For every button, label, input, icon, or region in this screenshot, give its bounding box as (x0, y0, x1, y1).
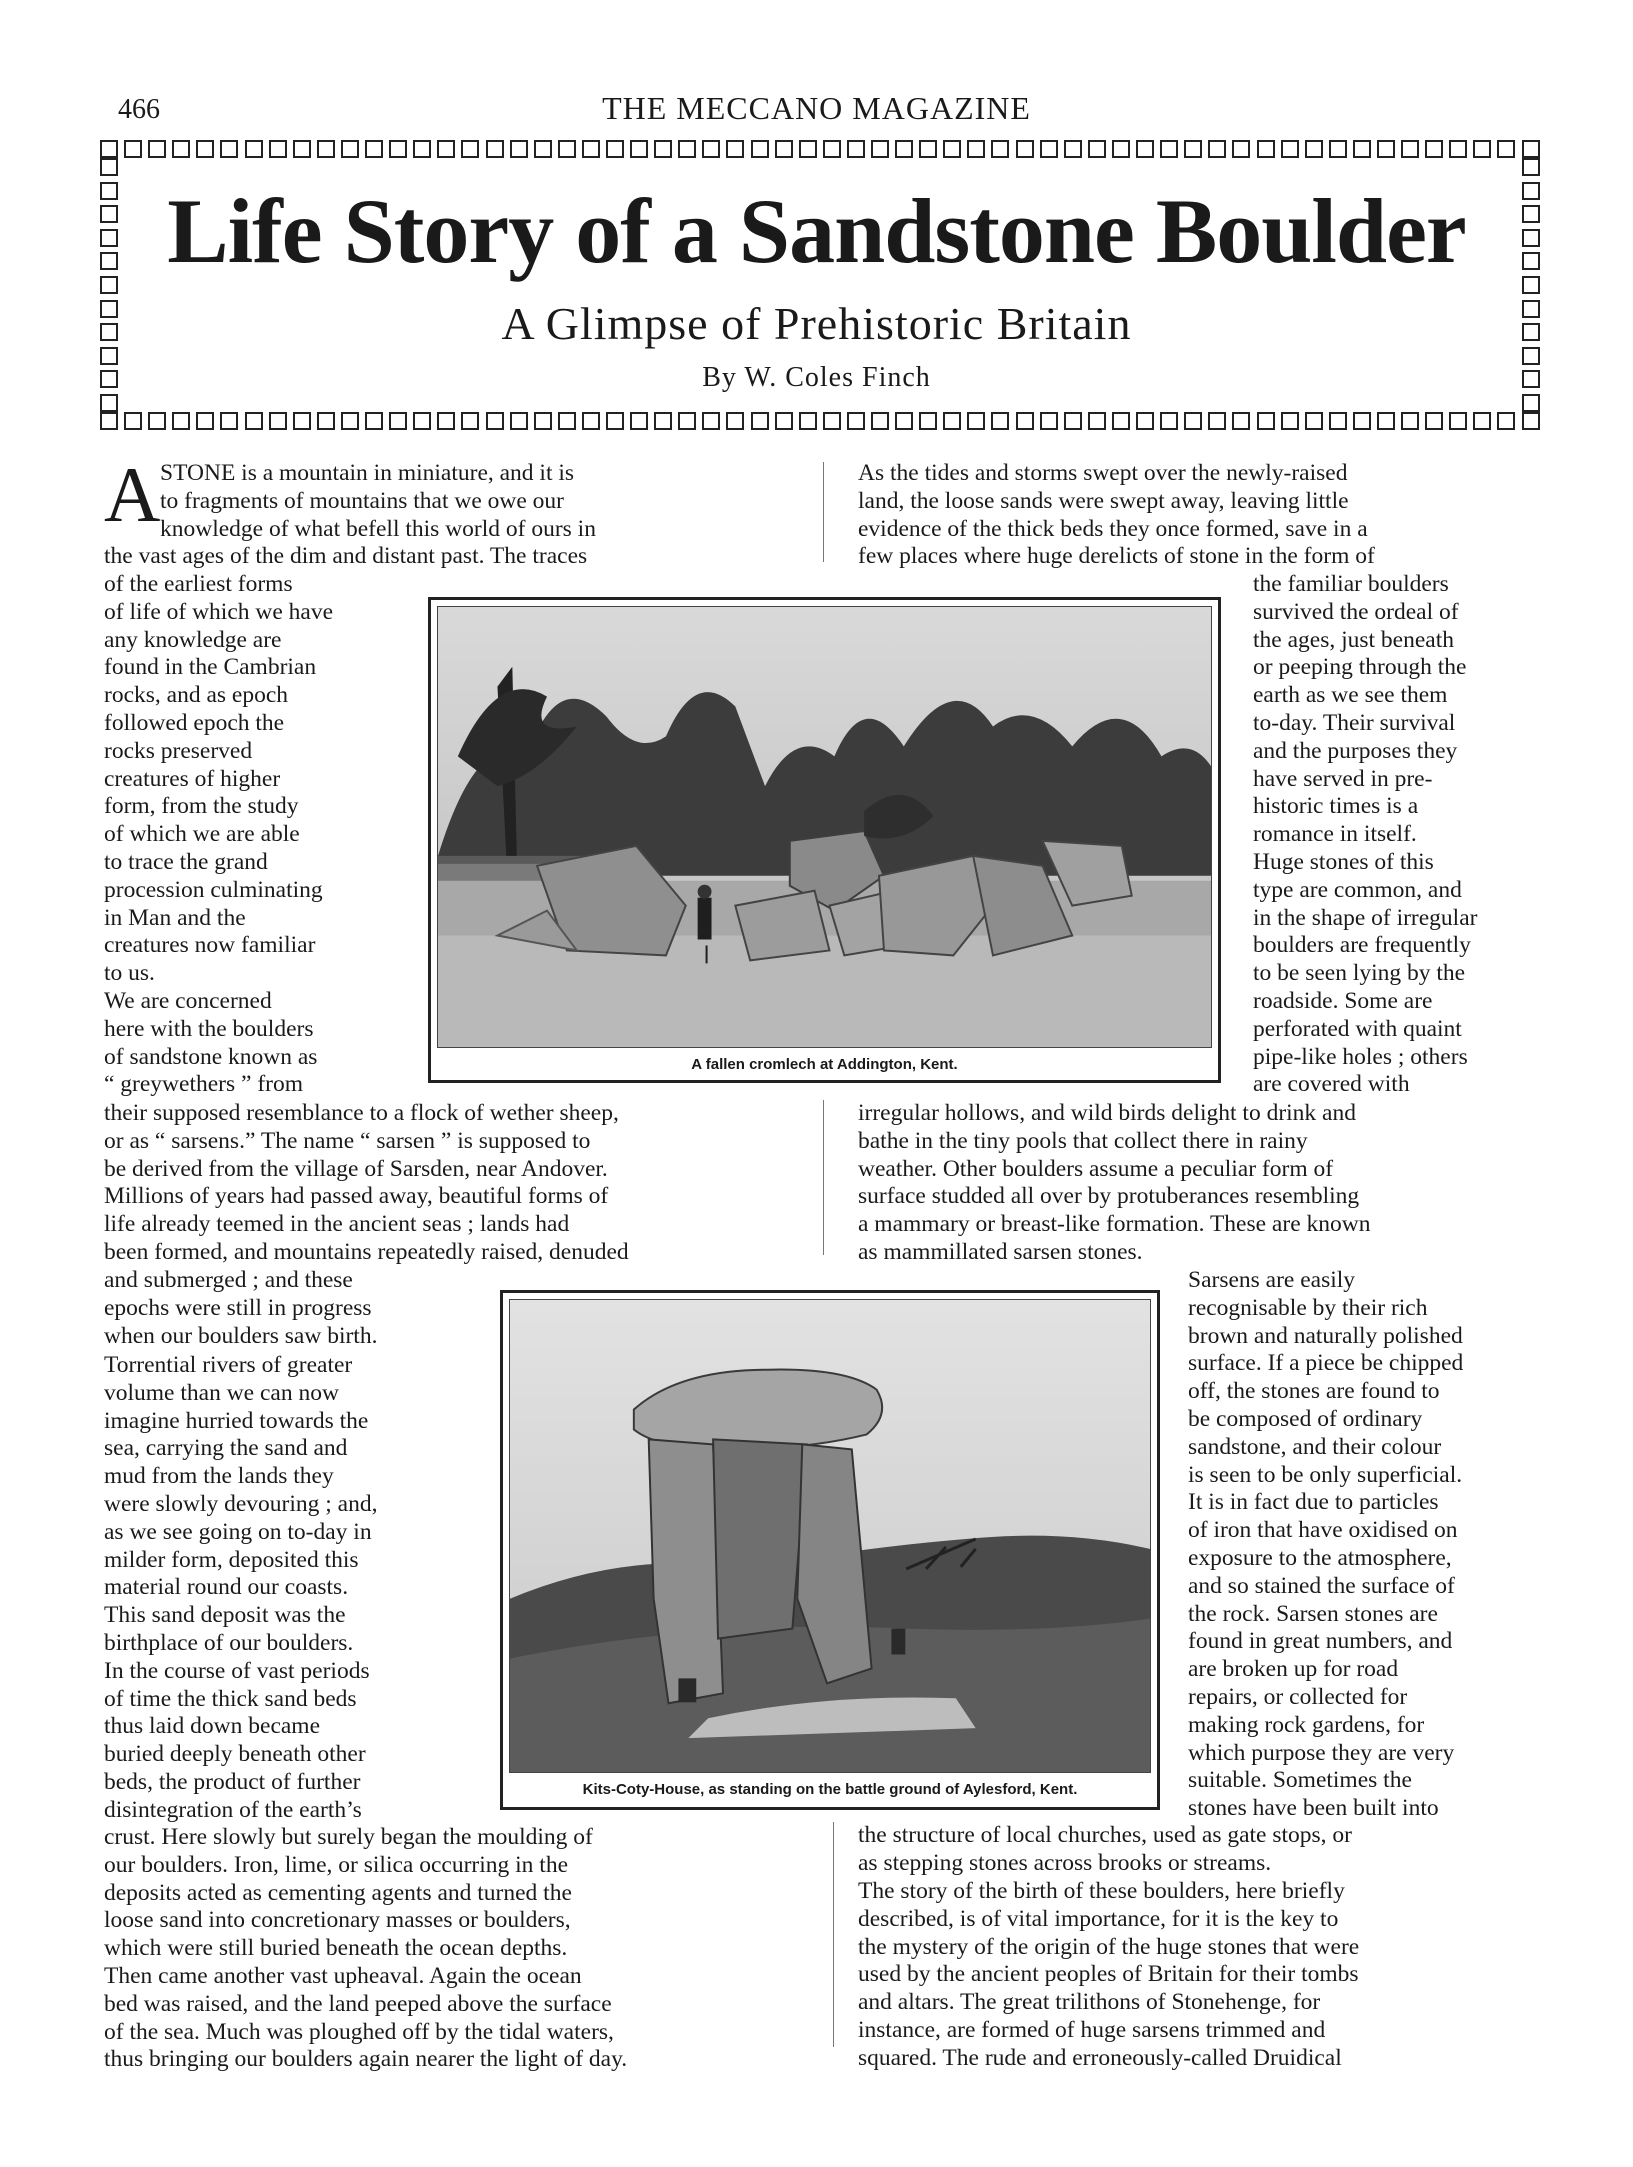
text-line: romance in itself. (1253, 821, 1417, 848)
frame-square (1088, 140, 1106, 158)
text-line: the rock. Sarsen stones are (1188, 1600, 1438, 1627)
frame-square (269, 140, 287, 158)
frame-square (1257, 140, 1275, 158)
frame-square (1401, 412, 1419, 430)
text-line: are broken up for road (1188, 1656, 1399, 1683)
frame-square (919, 412, 937, 430)
text-line: the structure of local churches, used as gate stops, or (858, 1822, 1352, 1848)
frame-square (775, 412, 793, 430)
frame-square (317, 412, 335, 430)
text-line: As the tides and storms swept over the newly-raised (858, 460, 1348, 486)
text-line: epochs were still in progress (104, 1294, 372, 1321)
text-line: or peeping through the (1253, 654, 1467, 681)
text-line: beds, the product of further (104, 1768, 361, 1795)
frame-square (847, 412, 865, 430)
right-paragraph-1-narrow (1253, 571, 1543, 849)
text-line: of which we are able (104, 821, 300, 848)
frame-square (582, 140, 600, 158)
frame-border-bottom (100, 412, 1540, 430)
frame-square (1136, 140, 1154, 158)
frame-square (1497, 140, 1515, 158)
frame-square (461, 412, 479, 430)
figure-kits-coty-house (500, 1290, 1160, 1810)
text-line: and altars. The great trilithons of Stonehenge, for (858, 1989, 1321, 2016)
figure-caption: A fallen cromlech at Addington, Kent. (691, 1056, 958, 1073)
frame-square (871, 412, 889, 430)
text-line: Sarsens are easily (1188, 1267, 1356, 1293)
text-line: few places where huge derelicts of stone in the form of (858, 543, 1375, 570)
text-line: exposure to the atmosphere, (1188, 1544, 1452, 1571)
frame-square (220, 140, 238, 158)
frame-square (245, 412, 263, 430)
text-line: pipe-like holes ; others (1253, 1043, 1468, 1070)
frame-square (1449, 140, 1467, 158)
text-line: loose sand into concretionary masses or boulders, (104, 1907, 571, 1934)
frame-square (293, 140, 311, 158)
frame-square (1522, 412, 1540, 430)
frame-square (196, 412, 214, 430)
frame-square (871, 140, 889, 158)
frame-square (437, 412, 455, 430)
text-line: of time the thick sand beds (104, 1685, 357, 1712)
text-line: This sand deposit was the (104, 1602, 346, 1629)
frame-square (967, 140, 985, 158)
text-line: our boulders. Iron, lime, or silica occurring in the (104, 1851, 568, 1878)
running-head: THE MECCANO MAGAZINE (602, 90, 1031, 126)
text-line: the mystery of the origin of the huge stones that were (858, 1933, 1360, 1960)
frame-square (630, 140, 648, 158)
text-line: knowledge of what befell this world of ours in (160, 515, 596, 542)
frame-square (413, 412, 431, 430)
text-line: are covered with (1253, 1071, 1410, 1098)
frame-square (991, 412, 1009, 430)
frame-square (775, 140, 793, 158)
article-subtitle: A Glimpse of Prehistoric Britain (501, 298, 1132, 349)
text-line: rocks, and as epoch (104, 682, 289, 709)
text-line: disintegration of the earth’s (104, 1796, 362, 1823)
text-line: Huge stones of this (1253, 849, 1434, 875)
text-line: type are common, and (1253, 876, 1462, 903)
frame-square (100, 158, 118, 176)
frame-square (799, 140, 817, 158)
text-line: boulders are frequently (1253, 932, 1471, 959)
text-line: In the course of vast periods (104, 1657, 370, 1684)
frame-square (510, 412, 528, 430)
text-line: off, the stones are found to (1188, 1378, 1440, 1405)
frame-square (1281, 412, 1299, 430)
text-line: sea, carrying the sand and (104, 1435, 348, 1462)
text-line: material round our coasts. (104, 1574, 349, 1601)
frame-square (245, 140, 263, 158)
frame-square (413, 140, 431, 158)
text-line: buried deeply beneath other (104, 1741, 366, 1768)
frame-square (991, 140, 1009, 158)
frame-square (389, 412, 407, 430)
cromlech-photo (438, 607, 1211, 1047)
text-line: found in the Cambrian (104, 654, 317, 681)
frame-square (1064, 140, 1082, 158)
text-line: the vast ages of the dim and distant past. The traces (104, 543, 588, 569)
figure-caption: Kits-Coty-House, as standing on the battle ground of Aylesford, Kent. (582, 1781, 1078, 1798)
text-line: were slowly devouring ; and, (104, 1490, 378, 1517)
dolmen-photo (510, 1300, 1150, 1772)
text-line: to fragments of mountains that we owe our (160, 487, 564, 514)
frame-square (654, 140, 672, 158)
right-paragraph-1-top (858, 460, 1542, 571)
frame-square (751, 412, 769, 430)
right-paragraph-3-wide (858, 1822, 1542, 1878)
text-line: when our boulders saw birth. (104, 1322, 378, 1349)
text-line: the ages, just beneath (1253, 626, 1454, 653)
text-line: of iron that have oxidised on (1188, 1517, 1458, 1544)
frame-square (1232, 412, 1250, 430)
text-line: life already teemed in the ancient seas ; lands had (104, 1211, 570, 1238)
right-paragraph-4-wide (858, 1878, 1542, 2073)
text-line: of the earliest forms (104, 571, 293, 597)
frame-square (726, 140, 744, 158)
text-line: Millions of years had passed away, beautiful forms of (104, 1183, 609, 1210)
frame-square (196, 140, 214, 158)
frame-square (1160, 140, 1178, 158)
frame-square (100, 140, 118, 158)
text-line: the familiar boulders (1253, 571, 1449, 597)
text-line: and submerged ; and these (104, 1267, 353, 1293)
frame-square (486, 140, 504, 158)
frame-square (1353, 140, 1371, 158)
text-line: of the sea. Much was ploughed off by the tidal waters, (104, 2018, 614, 2045)
article-title: Life Story of a Sandstone Boulder (167, 180, 1466, 282)
frame-square (1425, 140, 1443, 158)
text-line: surface studded all over by protuberances resembling (858, 1183, 1360, 1210)
text-line: thus laid down became (104, 1713, 321, 1740)
text-line: procession culminating (104, 876, 323, 903)
text-line: birthplace of our boulders. (104, 1629, 354, 1656)
frame-square (1016, 412, 1034, 430)
frame-square (1208, 140, 1226, 158)
frame-square (486, 412, 504, 430)
frame-square (1184, 140, 1202, 158)
frame-square (1473, 412, 1491, 430)
text-line: milder form, deposited this (104, 1546, 359, 1573)
text-line: making rock gardens, for (1188, 1711, 1425, 1738)
frame-square (220, 412, 238, 430)
text-line: to us. (104, 960, 155, 987)
paragraph-1-top (160, 460, 790, 543)
paragraph-4-wide (104, 1963, 794, 2074)
frame-square (919, 140, 937, 158)
frame-square (582, 412, 600, 430)
text-line: Torrential rivers of greater (104, 1352, 353, 1378)
frame-square (606, 412, 624, 430)
frame-square (1160, 412, 1178, 430)
frame-square (1232, 140, 1250, 158)
text-line: We are concerned (104, 988, 272, 1014)
text-line: stones have been built into (1188, 1795, 1439, 1822)
frame-square (702, 140, 720, 158)
text-line: followed epoch the (104, 709, 285, 736)
frame-square (1064, 412, 1082, 430)
text-line: brown and naturally polished (1188, 1322, 1463, 1349)
text-line: described, is of vital importance, for it is the key to (858, 1905, 1339, 1932)
frame-square (1329, 412, 1347, 430)
text-line: bathe in the tiny pools that collect there in rainy (858, 1127, 1308, 1154)
text-line: and the purposes they (1253, 737, 1458, 764)
text-line: evidence of the thick beds they once formed, save in a (858, 515, 1368, 542)
frame-square (1377, 140, 1395, 158)
right-paragraph-3-narrow (1188, 1267, 1543, 1823)
paragraph-2-narrow-lower (104, 1267, 464, 1350)
frame-square (1257, 412, 1275, 430)
figure-fallen-cromlech (428, 597, 1221, 1083)
frame-square (124, 412, 142, 430)
frame-square (534, 412, 552, 430)
paragraph-2-wide (104, 1100, 794, 1267)
text-line: creatures now familiar (104, 932, 316, 959)
text-line: deposits acted as cementing agents and turned the (104, 1879, 572, 1906)
frame-square (1208, 412, 1226, 430)
frame-square (1353, 412, 1371, 430)
frame-square (172, 412, 190, 430)
frame-square (437, 140, 455, 158)
frame-square (678, 140, 696, 158)
paragraph-3-narrow (104, 1352, 464, 1825)
frame-square (606, 140, 624, 158)
text-line: to be seen lying by the (1253, 960, 1466, 987)
paragraph-1-narrow (104, 571, 394, 988)
frame-square (654, 412, 672, 430)
text-line: roadside. Some are (1253, 987, 1433, 1014)
frame-square (1112, 412, 1130, 430)
frame-square (799, 412, 817, 430)
frame-square (1016, 140, 1034, 158)
frame-square (510, 140, 528, 158)
frame-square (1473, 140, 1491, 158)
frame-square (726, 412, 744, 430)
text-line: in Man and the (104, 904, 246, 931)
frame-square (172, 140, 190, 158)
frame-square (100, 394, 118, 412)
frame-square (1497, 412, 1515, 430)
frame-square (1449, 412, 1467, 430)
text-line: STONE is a mountain in miniature, and it is (160, 460, 575, 486)
frame-square (365, 412, 383, 430)
frame-square (148, 412, 166, 430)
frame-square (1522, 158, 1540, 176)
frame-square (1136, 412, 1154, 430)
frame-square (100, 276, 118, 294)
text-line: earth as we see them (1253, 682, 1448, 709)
text-line: It is in fact due to particles (1188, 1489, 1439, 1516)
text-line: a mammary or breast-like formation. These are known (858, 1211, 1371, 1238)
frame-square (1522, 394, 1540, 412)
frame-square (1329, 140, 1347, 158)
frame-square (317, 140, 335, 158)
text-line: irregular hollows, and wild birds delight to drink and (858, 1100, 1356, 1126)
text-line: used by the ancient peoples of Britain for their tombs (858, 1961, 1359, 1988)
paragraph-1-continued (104, 543, 794, 571)
frame-square (1425, 412, 1443, 430)
frame-square (1088, 412, 1106, 430)
frame-square (967, 412, 985, 430)
frame-square (461, 140, 479, 158)
text-line: to trace the grand (104, 848, 268, 875)
frame-square (1401, 140, 1419, 158)
right-paragraph-2-wide (858, 1100, 1542, 1267)
text-line: land, the loose sands were swept away, leaving little (858, 487, 1349, 514)
column-rule-bottom (833, 1822, 834, 2047)
text-line: of life of which we have (104, 598, 334, 625)
text-line: which were still buried beneath the ocean depths. (104, 1935, 568, 1962)
text-line: as we see going on to-day in (104, 1518, 372, 1545)
frame-square (1112, 140, 1130, 158)
text-line: suitable. Sometimes the (1188, 1767, 1412, 1794)
text-line: mud from the lands they (104, 1463, 334, 1490)
text-line: weather. Other boulders assume a peculiar form of (858, 1155, 1334, 1182)
frame-square (534, 140, 552, 158)
article-byline: By W. Coles Finch (702, 362, 931, 393)
text-line: form, from the study (104, 793, 299, 820)
drop-cap: A (104, 451, 161, 538)
frame-square (148, 140, 166, 158)
text-line: of sandstone known as (104, 1043, 318, 1070)
text-line: The story of the birth of these boulders, here briefly (858, 1878, 1345, 1904)
text-line: perforated with quaint (1253, 1015, 1462, 1042)
frame-square (1522, 140, 1540, 158)
text-line: recognisable by their rich (1188, 1294, 1428, 1321)
right-paragraph-2-narrow (1253, 849, 1543, 1099)
frame-square (389, 140, 407, 158)
text-line: survived the ordeal of (1253, 598, 1459, 625)
text-line: historic times is a (1253, 793, 1419, 820)
text-line: their supposed resemblance to a flock of wether sheep, (104, 1100, 619, 1126)
frame-square (1040, 140, 1058, 158)
text-line: sandstone, and their colour (1188, 1433, 1442, 1460)
photo-fallen-cromlech (437, 606, 1212, 1048)
text-line: and so stained the surface of (1188, 1572, 1455, 1599)
text-line: found in great numbers, and (1188, 1628, 1453, 1655)
column-rule-top (823, 462, 824, 562)
frame-border-top (100, 140, 1540, 158)
frame-square (1281, 140, 1299, 158)
text-line: surface. If a piece be chipped (1188, 1350, 1464, 1377)
frame-square (1040, 412, 1058, 430)
frame-square (702, 412, 720, 430)
frame-square (630, 412, 648, 430)
text-line: imagine hurried towards the (104, 1407, 369, 1434)
text-line: as mammillated sarsen stones. (858, 1238, 1143, 1265)
text-line: here with the boulders (104, 1015, 314, 1042)
frame-square (1377, 412, 1395, 430)
text-line: which purpose they are very (1188, 1739, 1455, 1766)
frame-square (943, 412, 961, 430)
frame-square (293, 412, 311, 430)
frame-square (1184, 412, 1202, 430)
text-line: been formed, and mountains repeatedly raised, denuded (104, 1238, 629, 1265)
text-line: creatures of higher (104, 765, 281, 792)
frame-square (341, 140, 359, 158)
text-line: bed was raised, and the land peeped above the surface (104, 1990, 612, 2017)
text-line: be composed of ordinary (1188, 1405, 1423, 1432)
paragraph-3-wide (104, 1824, 794, 1963)
frame-square (1305, 140, 1323, 158)
frame-square (678, 412, 696, 430)
text-line: rocks preserved (104, 737, 253, 764)
text-line: thus bringing our boulders again nearer the light of day. (104, 2046, 628, 2073)
column-rule-middle (823, 1100, 824, 1255)
frame-square (823, 140, 841, 158)
page-number: 466 (118, 94, 160, 125)
text-line: is seen to be only superficial. (1188, 1461, 1463, 1488)
text-line: volume than we can now (104, 1379, 339, 1406)
frame-square (751, 140, 769, 158)
text-line: in the shape of irregular (1253, 904, 1478, 931)
frame-square (341, 412, 359, 430)
frame-square (895, 140, 913, 158)
frame-square (943, 140, 961, 158)
text-line: or as “ sarsens.” The name “ sarsen ” is supposed to (104, 1127, 591, 1154)
text-line: any knowledge are (104, 626, 282, 653)
frame-square (1305, 412, 1323, 430)
frame-square (1522, 276, 1540, 294)
text-line: to-day. Their survival (1253, 709, 1456, 736)
text-line: be derived from the village of Sarsden, near Andover. (104, 1155, 608, 1182)
text-line: instance, are formed of huge sarsens trimmed and (858, 2016, 1326, 2043)
paragraph-2-narrow (104, 988, 394, 1099)
frame-square (895, 412, 913, 430)
text-line: crust. Here slowly but surely began the moulding of (104, 1824, 593, 1850)
text-line: repairs, or collected for (1188, 1683, 1408, 1710)
frame-square (823, 412, 841, 430)
frame-square (847, 140, 865, 158)
text-line: have served in pre- (1253, 765, 1433, 792)
frame-square (365, 140, 383, 158)
frame-square (558, 140, 576, 158)
photo-kits-coty-house (509, 1299, 1151, 1773)
text-line: Then came another vast upheaval. Again the ocean (104, 1963, 582, 1989)
frame-square (100, 412, 118, 430)
frame-square (558, 412, 576, 430)
frame-square (269, 412, 287, 430)
text-line: “ greywethers ” from (104, 1071, 304, 1098)
frame-square (124, 140, 142, 158)
text-line: squared. The rude and erroneously-called Druidical (858, 2044, 1342, 2071)
text-line: as stepping stones across brooks or streams. (858, 1849, 1272, 1876)
